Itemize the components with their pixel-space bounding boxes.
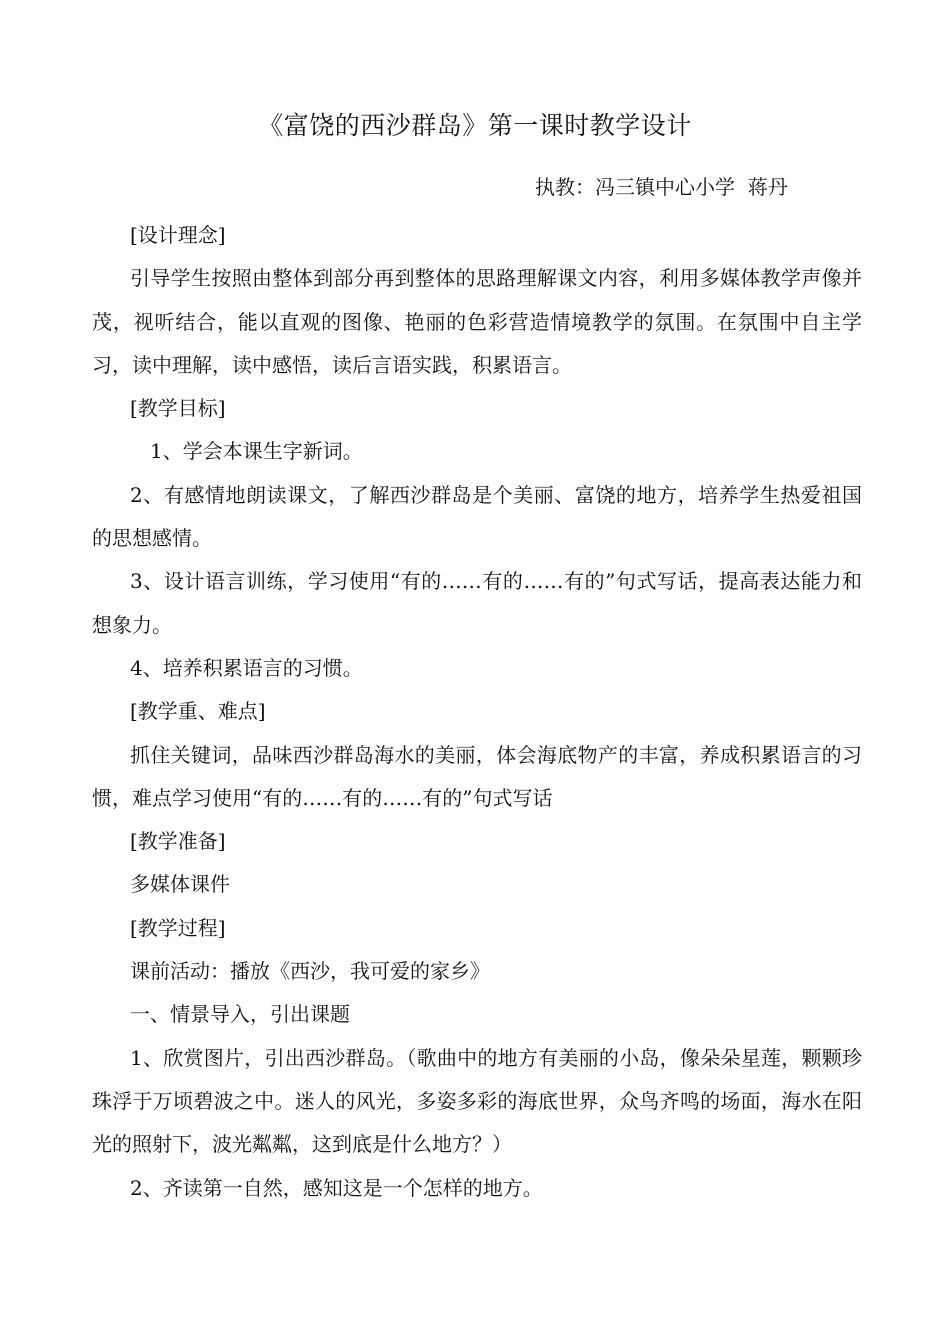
author-line: 执教：冯三镇中心小学 蒋丹: [535, 175, 788, 199]
goal-item-1: 1、学会本课生字新词。: [150, 439, 363, 464]
paragraph-key-points: 抓住关键词，品味西沙群岛海水的美丽，体会海底物产的丰富，养成积累语言的习惯，难点学习使用“有的……有的……有的”句式写话: [92, 742, 862, 810]
paragraph-preparation: 多媒体课件: [130, 872, 230, 897]
goal-item-3: 3、设计语言训练，学习使用“有的……有的……有的”句式写话，提高表达能力和想象力。: [92, 569, 862, 637]
section-heading-teaching-goals: [教学目标]: [130, 396, 226, 421]
document-title: 《富饶的西沙群岛》第一课时教学设计: [258, 111, 692, 140]
goal-item-4: 4、培养积累语言的习惯。: [130, 655, 363, 680]
paragraph-design-concept: 引导学生按照由整体到部分再到整体的思路理解课文内容，利用多媒体教学声像并茂，视听结合，能以直观的图像、艳丽的色彩营造情境教学的氛围。在氛围中自主学习，读中理解，读中感悟，读后言语实践，积累语言。: [92, 266, 862, 377]
paragraph-pre-class-activity: 课前活动：播放《西沙，我可爱的家乡》: [130, 959, 490, 984]
section-heading-process: [教学过程]: [130, 915, 226, 940]
step-item-2: 2、齐读第一自然，感知这是一个怎样的地方。: [130, 1175, 543, 1200]
goal-item-2: 2、有感情地朗读课文，了解西沙群岛是个美丽、富饶的地方，培养学生热爱祖国的思想感情。: [92, 482, 862, 551]
section-heading-design-concept: [设计理念]: [130, 223, 226, 247]
step-item-1: 1、欣赏图片，引出西沙群岛。（歌曲中的地方有美丽的小岛，像朵朵星莲，颗颗珍珠浮于万顷碧波之中。迷人的风光，多姿多彩的海底世界，众鸟齐鸣的场面，海水在阳光的照射下，波光粼粼，这到底是什么地方？）: [92, 1045, 862, 1157]
document-body: [92, 214, 862, 1210]
section-heading-preparation: [教学准备]: [130, 829, 226, 854]
step-heading-1: 一、情景导入，引出课题: [130, 1002, 350, 1027]
section-heading-key-points: [教学重、难点]: [130, 699, 266, 724]
